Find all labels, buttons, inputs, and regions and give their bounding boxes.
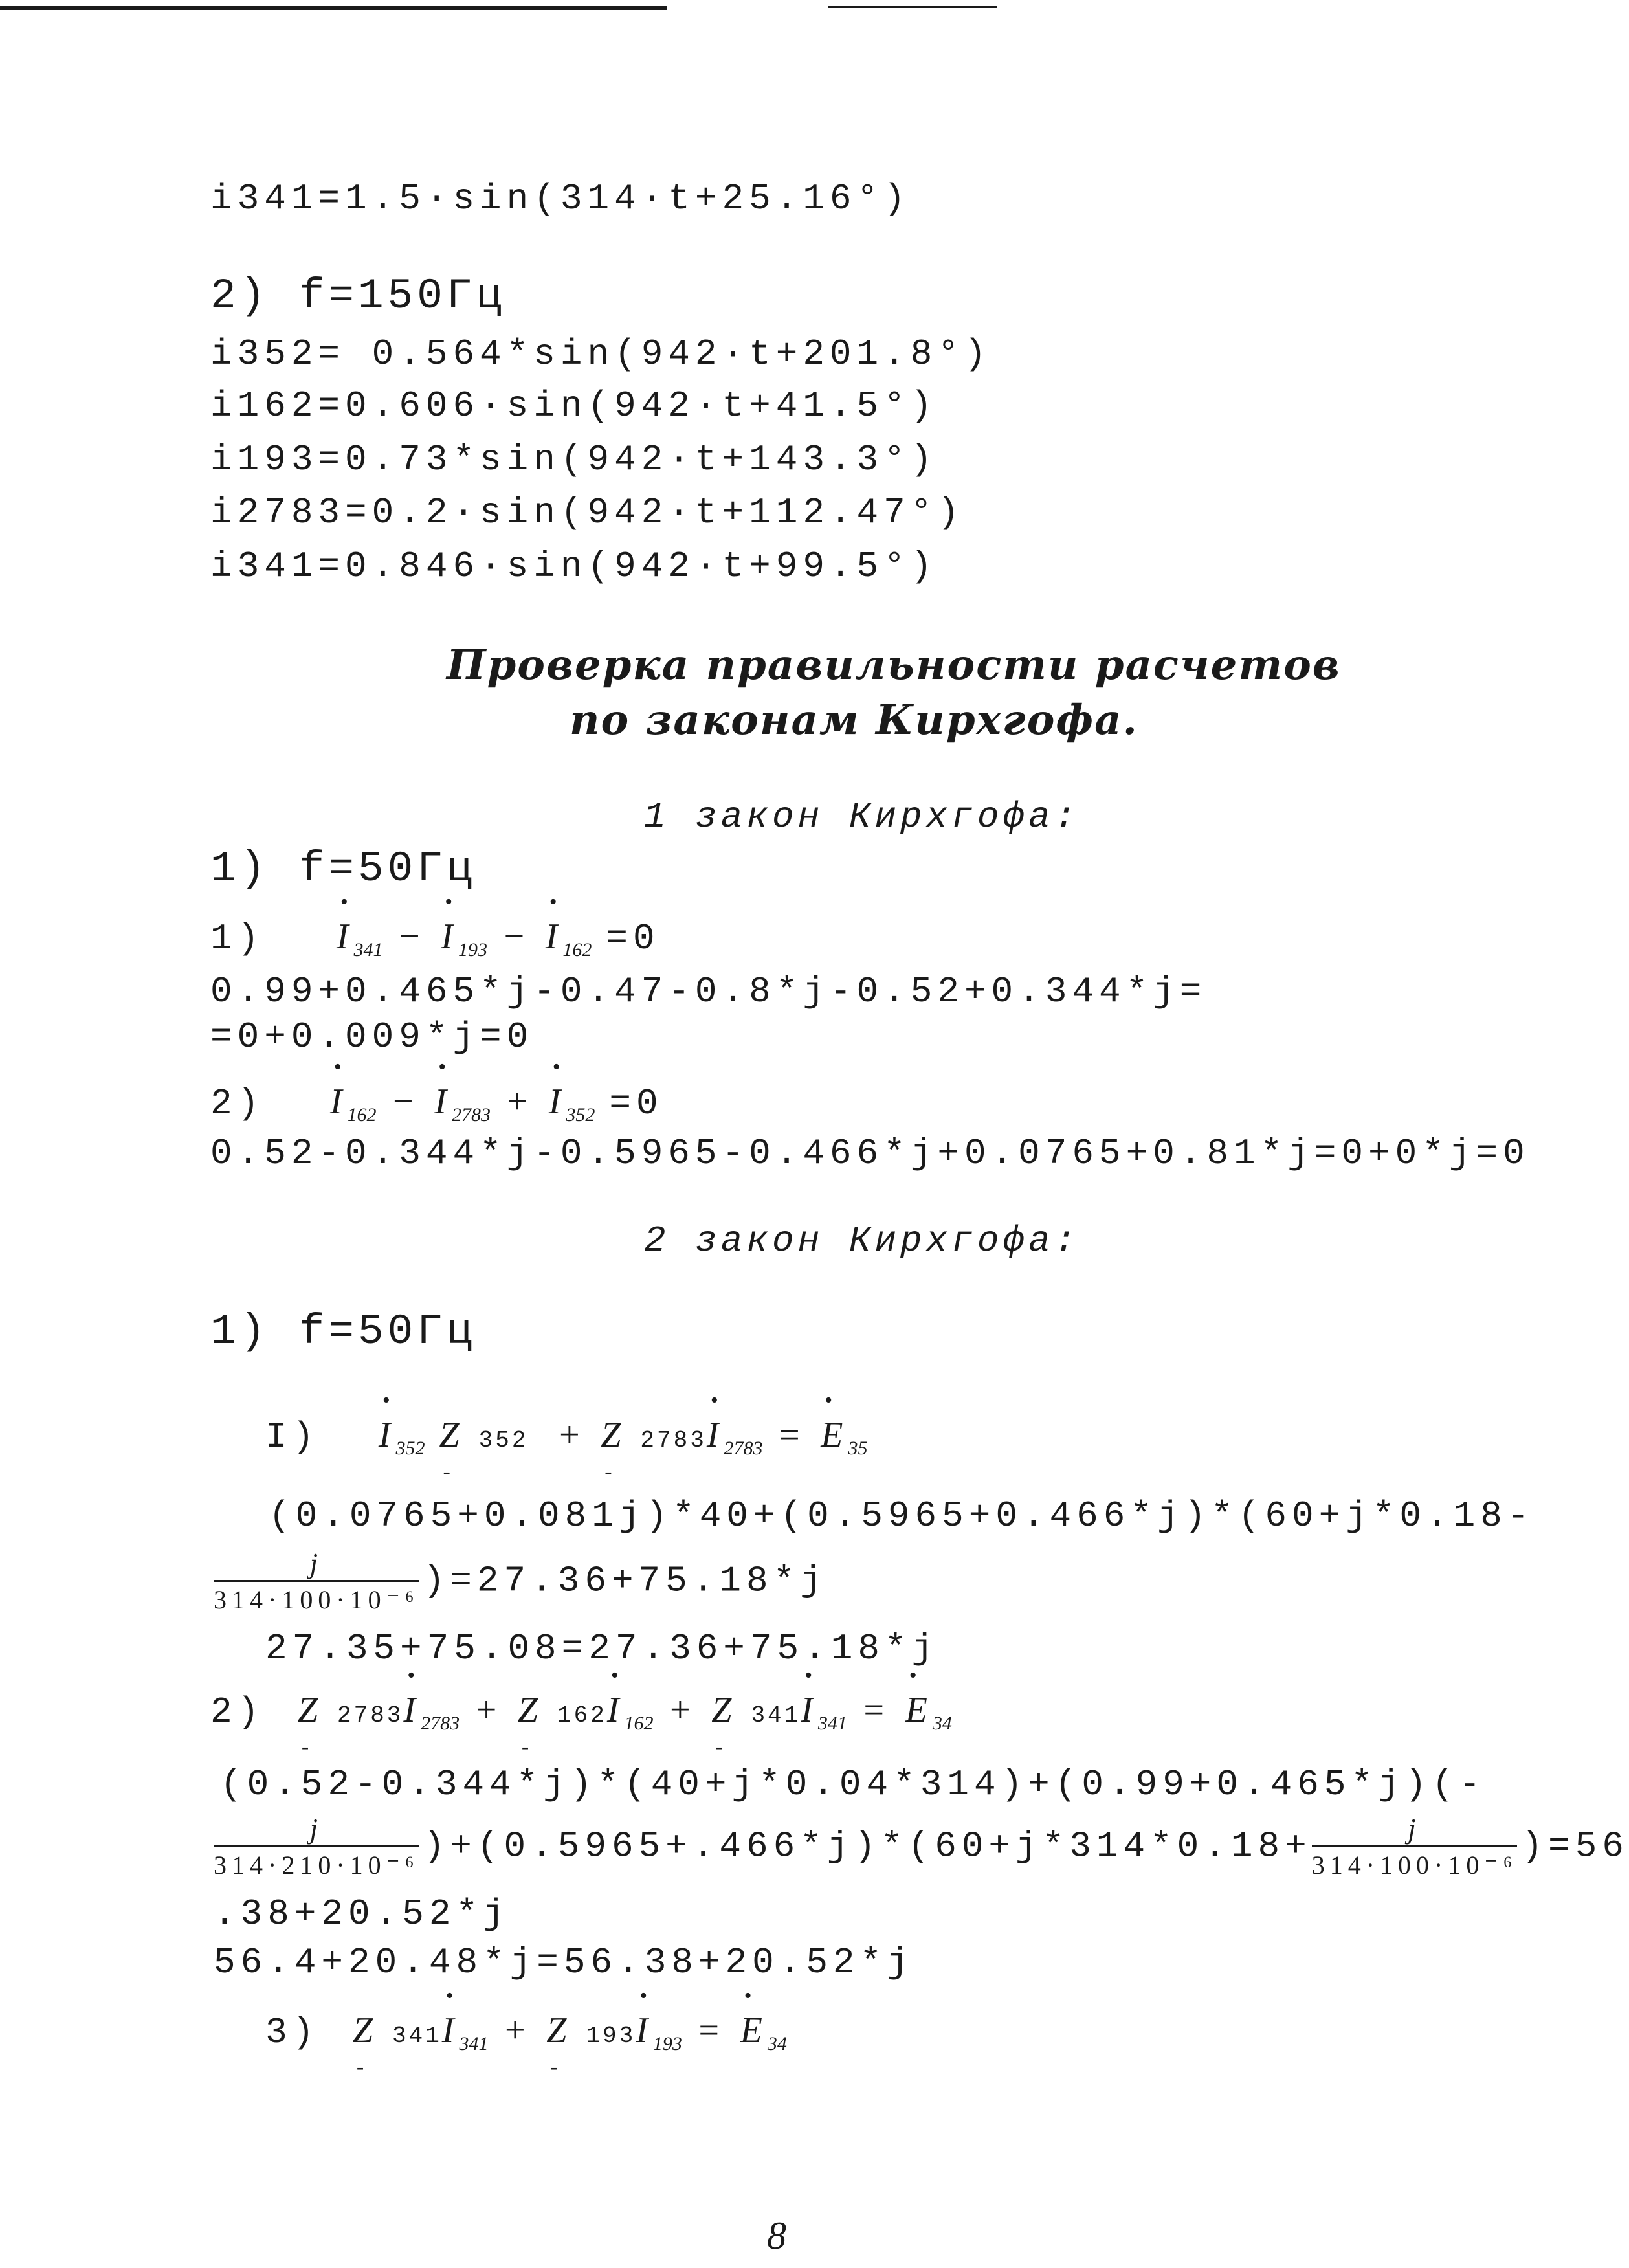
- case-150hz: [210, 272, 505, 320]
- eq-label: 1): [210, 918, 265, 959]
- eq-label: 3): [265, 2012, 320, 2053]
- law1-eq2-calc: [210, 1133, 1530, 1174]
- law1-title: [644, 796, 1080, 838]
- heading-line-1: [447, 641, 1341, 689]
- fraction-denominator: 314·100·10⁻⁶: [1311, 1851, 1518, 1880]
- text: i341=0.846·sin(942·t+99.5°): [210, 546, 938, 587]
- current-i162: [210, 385, 937, 427]
- text: i162=0.606·sin(942·t+41.5°): [210, 385, 938, 427]
- text: i341=1.5·sin(314·t+25.16°): [210, 178, 911, 219]
- law2-eq2-calc-a: [220, 1764, 1485, 1805]
- fraction-denominator: 314·100·10⁻⁶: [214, 1585, 419, 1614]
- text: 2) f=150Гц: [210, 272, 506, 320]
- law1-case: [210, 845, 476, 893]
- heading-line-2: [570, 696, 1138, 744]
- law2-eq3: [265, 2010, 787, 2055]
- text: 1) f=50Гц: [210, 845, 476, 893]
- text: i352= 0.564*sin(942·t+201.8°): [210, 333, 992, 375]
- eq-label: 2): [210, 1083, 265, 1124]
- text: 2 закон Кирхгофа:: [644, 1220, 1080, 1262]
- text: 27.35+75.08=27.36+75.18*j: [265, 1628, 939, 1669]
- text: )=56: [1521, 1825, 1629, 1867]
- law1-eq1-calc-a: [210, 971, 1206, 1012]
- current-i341-50hz: [210, 178, 911, 219]
- fraction: [214, 1812, 419, 1880]
- formula: • $I_{162}$ − • $I_{2783}$ + • $I_{352}$: [330, 1082, 610, 1122]
- law2-case: [210, 1307, 476, 1356]
- law2-eq2-calc-d: [214, 1893, 510, 1935]
- law2-title: [644, 1220, 1080, 1262]
- fraction-numerator: j: [1312, 1812, 1518, 1847]
- fraction: [214, 1547, 419, 1615]
- fraction-numerator: j: [214, 1812, 419, 1847]
- text: Проверка правильности расчетов: [447, 641, 1341, 689]
- text: 1 закон Кирхгофа:: [644, 796, 1080, 838]
- text: .38+20.52*j: [214, 1893, 510, 1935]
- current-i341-150hz: [210, 546, 937, 587]
- current-i193: [210, 439, 937, 480]
- text: i193=0.73*sin(942·t+143.3°): [210, 439, 938, 480]
- text: =0+0.009*j=0: [210, 1016, 534, 1058]
- law2-eq1-calc-c: [265, 1628, 938, 1669]
- law1-eq2: [210, 1081, 663, 1126]
- fraction-numerator: j: [214, 1547, 419, 1582]
- eq-tail: =0: [606, 918, 660, 959]
- law2-eq1-calc-b: [214, 1547, 827, 1615]
- current-i352: [210, 333, 992, 375]
- fraction: [1312, 1812, 1518, 1880]
- text: (0.52-0.344*j)*(40+j*0.04*314)+(0.99+0.465*j)(-: [220, 1764, 1486, 1805]
- law2-eq2-calc-e: [214, 1942, 914, 1983]
- top-rule-right: [828, 6, 997, 8]
- text: )+(0.5965+.466*j)*(60+j*314*0.18+: [423, 1825, 1312, 1867]
- law2-eq2: [210, 1689, 952, 1735]
- law2-eq1-calc-a: [269, 1495, 1534, 1537]
- eq-label: 2): [210, 1691, 265, 1733]
- eq-tail: =0: [609, 1083, 663, 1124]
- eq-label: I): [265, 1416, 320, 1458]
- current-i2783: [210, 492, 964, 533]
- text: по законам Кирхгофа.: [570, 696, 1138, 744]
- formula: • $I_{352}$ Z - 352 + Z - 2783• $I_{2783}$ = • $E_{35}$: [379, 1415, 868, 1455]
- law1-eq1: [210, 916, 660, 961]
- text: 0.52-0.344*j-0.5965-0.466*j+0.0765+0.81*j=0+0*j=0: [210, 1133, 1530, 1174]
- text: 1) f=50Гц: [210, 1307, 476, 1356]
- law1-eq1-calc-b: [210, 1016, 533, 1058]
- top-rule: [0, 6, 667, 10]
- text: )=27.36+75.18*j: [423, 1560, 827, 1602]
- text: 56.4+20.48*j=56.38+20.52*j: [214, 1942, 914, 1983]
- formula: • $I_{341}$ − • $I_{193}$ − • $I_{162}$: [337, 917, 606, 957]
- text: i2783=0.2·sin(942·t+112.47°): [210, 492, 964, 533]
- text: 0.99+0.465*j-0.47-0.8*j-0.52+0.344*j=: [210, 971, 1207, 1012]
- law2-eq2-calc-b: [214, 1812, 1629, 1880]
- formula: Z - 341• $I_{341} + Z$ - 193• $I_{193}$ = • $E_{34}$: [353, 2010, 787, 2051]
- text: (0.0765+0.081j)*40+(0.5965+0.466*j)*(60+j*0.18-: [269, 1495, 1535, 1537]
- page-number: 8: [767, 2214, 786, 2257]
- formula: Z - 2783• $I_{2783} + Z$ - 162• $I_{162} + Z$ - 341• $I_{341}$ = • $E_{34}$: [298, 1690, 952, 1730]
- fraction-denominator: 314·210·10⁻⁶: [214, 1851, 419, 1880]
- law2-eq1: [265, 1414, 868, 1460]
